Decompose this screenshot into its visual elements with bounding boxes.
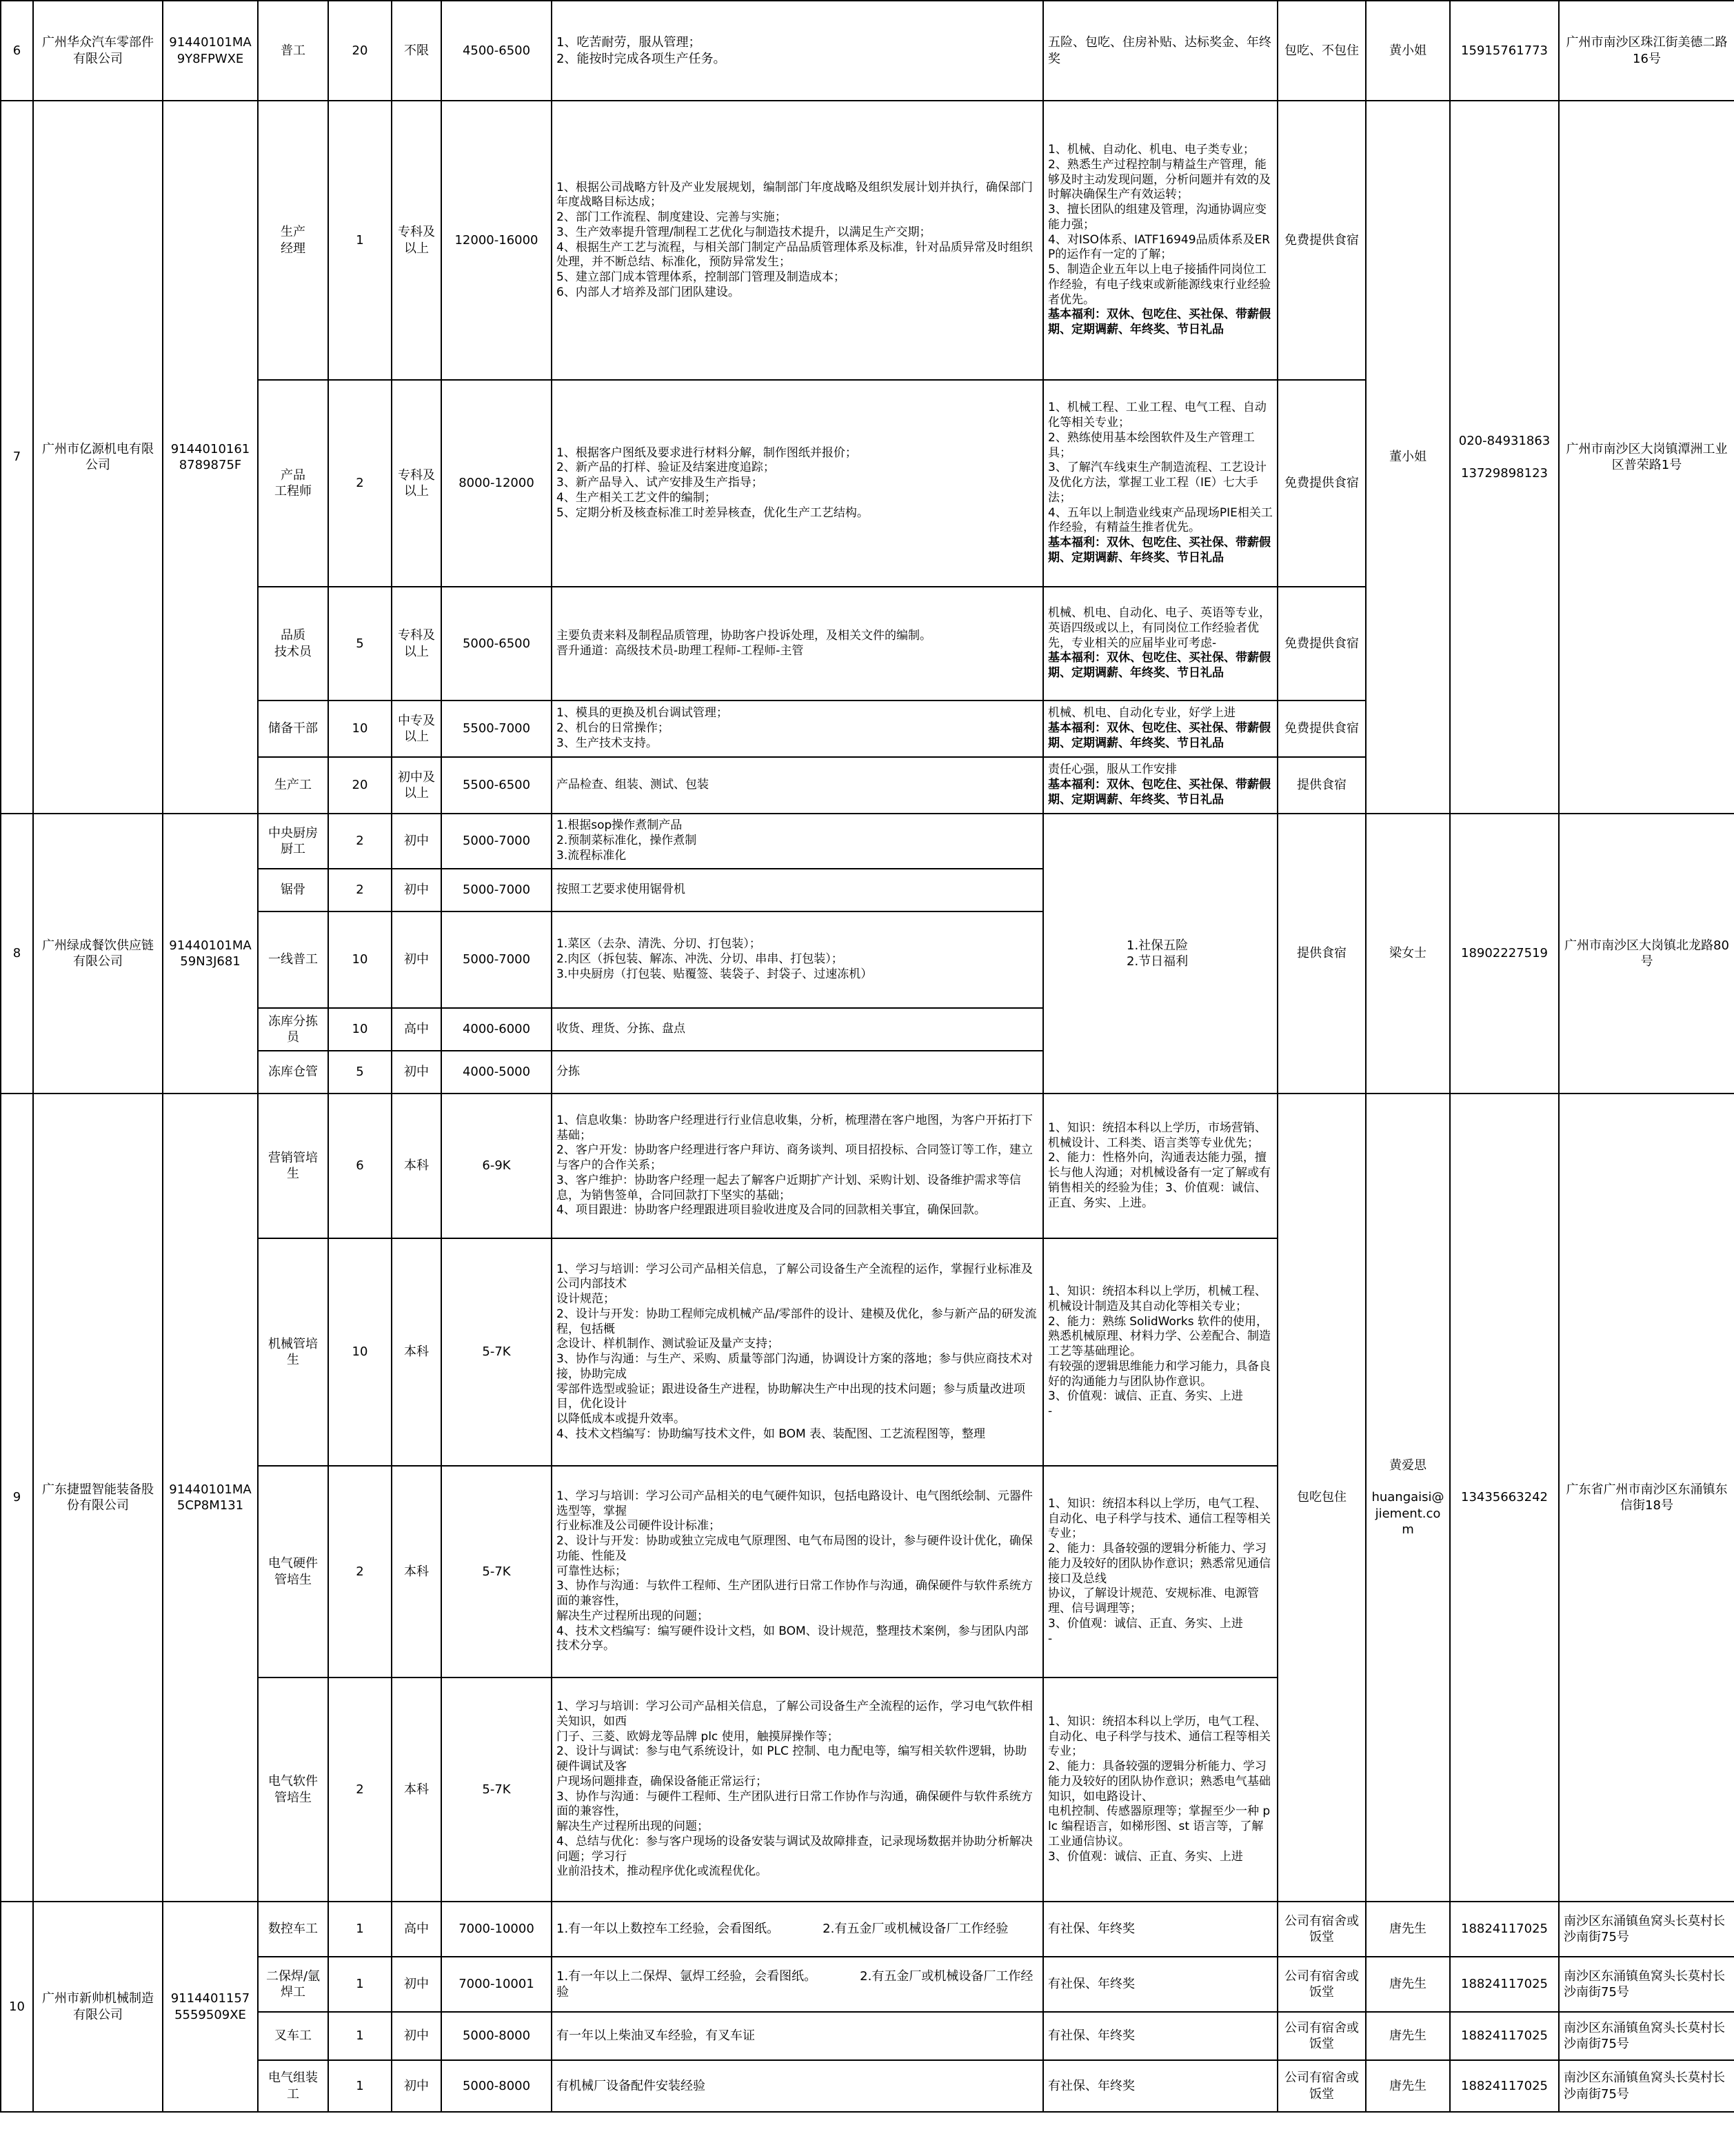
accommodation: 公司有宿舍或饭堂 xyxy=(1278,2012,1366,2060)
row-number: 6 xyxy=(1,1,33,101)
education: 初中 xyxy=(392,911,441,1008)
job-duties: 收货、理货、分拣、盘点 xyxy=(552,1008,1043,1051)
education: 初中 xyxy=(392,869,441,911)
salary: 4500-6500 xyxy=(441,1,552,101)
job-title: 普工 xyxy=(258,1,328,101)
salary: 8000-12000 xyxy=(441,380,552,587)
accommodation: 免费提供食宿 xyxy=(1278,101,1366,380)
job-title: 产品 工程师 xyxy=(258,380,328,587)
education: 中专及以上 xyxy=(392,701,441,757)
education: 本科 xyxy=(392,1238,441,1466)
job-duties: 1、模具的更换及机台调试管理； 2、机台的日常操作； 3、生产技术支持。 xyxy=(552,701,1043,757)
contact-person: 董小姐 xyxy=(1366,101,1450,814)
headcount: 1 xyxy=(328,2060,392,2112)
education: 专科及以上 xyxy=(392,380,441,587)
job-title: 一线普工 xyxy=(258,911,328,1008)
table-row xyxy=(1,2060,1734,2112)
salary: 6-9K xyxy=(441,1094,552,1238)
table-row xyxy=(1,2012,1734,2060)
job-title: 电气组装工 xyxy=(258,2060,328,2112)
job-duties: 1.根据sop操作煮制产品 2.预制菜标准化，操作煮制 3.流程标准化 xyxy=(552,814,1043,869)
job-duties: 1、学习与培训：学习公司产品相关信息，了解公司设备生产全流程的运作，掌握行业标准及公司内部技术 设计规范； 2、设计与开发：协助工程师完成机械产品/零部件的设计、建模及优化，参与新产品的研发流程，包括概 念设计、样机制作、测试验证及量产支持； 3、协作与沟通：与生产、采购、质量等部门沟通，协调设计方案的落地；参与供应商技术对接，协助完成 零部件选型或验证；跟进设备生产进程，协助解决生产中出现的技术问题；参与质量改进项目，优化设计 以降低成本或提升效率。 4、技术文档编写：协助编写技术文件，如 BOM 表、装配图、工艺流程图等，整理 xyxy=(552,1238,1043,1466)
contact-phone: 18824117025 xyxy=(1450,1957,1559,2012)
job-requirements xyxy=(1043,101,1278,380)
table-row xyxy=(1,814,1734,869)
job-duties: 有一年以上柴油叉车经验，有叉车证 xyxy=(552,2012,1043,2060)
accommodation: 提供食宿 xyxy=(1278,814,1366,1094)
contact-person: 唐先生 xyxy=(1366,2060,1450,2112)
accommodation: 免费提供食宿 xyxy=(1278,380,1366,587)
contact-phone: 15915761773 xyxy=(1450,1,1559,101)
job-duties: 1、学习与培训：学习公司产品相关信息，了解公司设备生产全流程的运作，学习电气软件相关知识，如西 门子、三菱、欧姆龙等品牌 plc 使用，触摸屏操作等； 2、设计与调试：参与电气系统设计，如 PLC 控制、电力配电等，编写相关软件逻辑，协助硬件调试及客 户现场问题排查，确保设备能正常运行； 3、协作与沟通：与硬件工程师、生产团队进行日常工作协作与沟通，确保硬件与软件系统方面的兼容性， 解决生产过程所出现的问题； 4、总结与优化：参与客户现场的设备安装与调试及故障排查，记录现场数据并协助分析解决问题；学习行 业前沿技术，推动程序优化或流程优化。 xyxy=(552,1678,1043,1902)
job-requirements xyxy=(1043,757,1278,814)
headcount: 2 xyxy=(328,814,392,869)
job-title: 数控车工 xyxy=(258,1902,328,1957)
job-title: 叉车工 xyxy=(258,2012,328,2060)
job-title: 生产 经理 xyxy=(258,101,328,380)
company-address: 南沙区东涌镇鱼窝头长莫村长沙南街75号 xyxy=(1559,2012,1734,2060)
requirements-text: 1、机械工程、工业工程、电气工程、自动化等相关专业； 2、熟练使用基本绘图软件及生产管理工具； 3、了解汽车线束生产制造流程、工艺设计及优化方法，掌握工业工程（IE）七大手法； 4、五年以上制造业线束产品现场PIE相关工作经验，有精益生推者优先。 xyxy=(1048,401,1273,535)
job-title: 电气软件管培生 xyxy=(258,1678,328,1902)
headcount: 6 xyxy=(328,1094,392,1238)
salary: 4000-6000 xyxy=(441,1008,552,1051)
job-duties: 产品检查、组装、测试、包装 xyxy=(552,757,1043,814)
table-row xyxy=(1,1094,1734,1238)
job-requirements: 1、知识：统招本科以上学历，机械工程、机械设计制造及其自动化等相关专业； 2、能力：熟练 SolidWorks 软件的使用，熟悉机械原理、材料力学、公差配合、制造工艺等基础理论。 有较强的逻辑思维能力和学习能力，具备良好的沟通能力与团队协作意识。 3、价值观：诚信、正直、务实、上进 - xyxy=(1043,1238,1278,1466)
job-title: 锯骨 xyxy=(258,869,328,911)
salary: 4000-5000 xyxy=(441,1051,552,1094)
headcount: 10 xyxy=(328,701,392,757)
headcount: 1 xyxy=(328,1902,392,1957)
salary: 5000-8000 xyxy=(441,2060,552,2112)
job-title: 中央厨房厨工 xyxy=(258,814,328,869)
job-duties: 1、信息收集：协助客户经理进行行业信息收集，分析，梳理潜在客户地图，为客户开拓打下基础； 2、客户开发：协助客户经理进行客户拜访、商务谈判、项目招投标、合同签订等工作，建立与客户的合作关系； 3、客户维护：协助客户经理一起去了解客户近期扩产计划、采购计划、设备维护需求等信息，为销售签单，合同回款打下坚实的基础； 4、项目跟进：协助客户经理跟进项目验收进度及合同的回款相关事宜，确保回款。 xyxy=(552,1094,1043,1238)
headcount: 2 xyxy=(328,1678,392,1902)
headcount: 10 xyxy=(328,1238,392,1466)
salary: 7000-10000 xyxy=(441,1902,552,1957)
job-requirements xyxy=(1043,380,1278,587)
salary: 5000-6500 xyxy=(441,587,552,701)
contact-phone: 18824117025 xyxy=(1450,2012,1559,2060)
contact-phone: 020-84931863 13729898123 xyxy=(1450,101,1559,814)
job-duties: 分拣 xyxy=(552,1051,1043,1094)
company-address: 广州市南沙区大岗镇北龙路80号 xyxy=(1559,814,1734,1094)
credit-code: 91440101MA5CP8M131 xyxy=(163,1094,258,1902)
job-duties: 有机械厂设备配件安装经验 xyxy=(552,2060,1043,2112)
company-name: 广东捷盟智能装备股份有限公司 xyxy=(33,1094,163,1902)
contact-phone: 18824117025 xyxy=(1450,1902,1559,1957)
company-address: 广州市南沙区大岗镇潭洲工业区普荣路1号 xyxy=(1559,101,1734,814)
headcount: 1 xyxy=(328,1957,392,2012)
table-row xyxy=(1,1957,1734,2012)
job-requirements: 1、知识：统招本科以上学历，电气工程、自动化、电子科学与技术、通信工程等相关专业； 2、能力：具备较强的逻辑分析能力、学习能力及较好的团队协作意识；熟悉常见通信接口及总线 协议，了解设计规范、安规标准、电源管理、信号调理等； 3、价值观：诚信、正直、务实、上进 - xyxy=(1043,1466,1278,1678)
accommodation: 提供食宿 xyxy=(1278,757,1366,814)
job-duties: 1、根据客户图纸及要求进行材料分解，制作图纸并报价； 2、新产品的打样、验证及结案进度追踪； 3、新产品导入、试产安排及生产指导； 4、生产相关工艺文件的编制； 5、定期分析及核查标准工时差异核查，优化生产工艺结构。 xyxy=(552,380,1043,587)
job-duties: 1、根据公司战略方针及产业发展规划，编制部门年度战略及组织发展计划并执行，确保部门年度战略目标达成； 2、部门工作流程、制度建设、完善与实施； 3、生产效率提升管理/制程工艺优化与制造技术提升，以满足生产交期； 4、根据生产工艺与流程，与相关部门制定产品品质管理体系及标准，针对品质异常及时组织处理，并不断总结、标准化，预防异常发生； 5、建立部门成本管理体系，控制部门管理及制造成本； 6、内部人才培养及部门团队建设。 xyxy=(552,101,1043,380)
job-duties: 1.菜区（去杂、清洗、分切、打包装）； 2.肉区（拆包装、解冻、冲洗、分切、串串、打包装）； 3.中央厨房（打包装、贴覆签、装袋子、封袋子、过速冻机） xyxy=(552,911,1043,1008)
headcount: 2 xyxy=(328,380,392,587)
table-row xyxy=(1,1902,1734,1957)
job-title: 冻库分拣员 xyxy=(258,1008,328,1051)
credit-code: 91440101618789875F xyxy=(163,101,258,814)
salary: 5-7K xyxy=(441,1466,552,1678)
salary: 5-7K xyxy=(441,1238,552,1466)
headcount: 1 xyxy=(328,101,392,380)
education: 高中 xyxy=(392,1902,441,1957)
row-number: 10 xyxy=(1,1902,33,2112)
headcount: 2 xyxy=(328,869,392,911)
headcount: 10 xyxy=(328,1008,392,1051)
headcount: 20 xyxy=(328,757,392,814)
education: 专科及以上 xyxy=(392,101,441,380)
headcount: 5 xyxy=(328,1051,392,1094)
job-duties: 按照工艺要求使用锯骨机 xyxy=(552,869,1043,911)
salary: 7000-10001 xyxy=(441,1957,552,2012)
job-requirements: 1、知识：统招本科以上学历，电气工程、自动化、电子科学与技术、通信工程等相关专业； 2、能力：具备较强的逻辑分析能力、学习能力及较好的团队协作意识；熟悉电气基础知识，如电路设计、 电机控制、传感器原理等；掌握至少一种 plc 编程语言，如梯形图、st 语言等，了解工业通信协议。 3、价值观：诚信、正直、务实、上进 xyxy=(1043,1678,1278,1902)
education: 高中 xyxy=(392,1008,441,1051)
job-requirements: 有社保、年终奖 xyxy=(1043,2060,1278,2112)
accommodation: 公司有宿舍或饭堂 xyxy=(1278,1902,1366,1957)
benefits-text: 基本福利：双休、包吃住、买社保、带薪假期、定期调薪、年终奖、节日礼品 xyxy=(1048,651,1271,681)
education: 初中 xyxy=(392,814,441,869)
company-address: 广州市南沙区珠江街美德二路16号 xyxy=(1559,1,1734,101)
headcount: 10 xyxy=(328,911,392,1008)
salary: 5000-7000 xyxy=(441,814,552,869)
accommodation: 公司有宿舍或饭堂 xyxy=(1278,1957,1366,2012)
benefits-text: 基本福利：双休、包吃住、买社保、带薪假期、定期调薪、年终奖、节日礼品 xyxy=(1048,536,1271,565)
salary: 5500-6500 xyxy=(441,757,552,814)
contact-person: 唐先生 xyxy=(1366,1902,1450,1957)
contact-phone: 18902227519 xyxy=(1450,814,1559,1094)
accommodation: 公司有宿舍或饭堂 xyxy=(1278,2060,1366,2112)
job-requirements: 有社保、年终奖 xyxy=(1043,1957,1278,2012)
headcount: 5 xyxy=(328,587,392,701)
education: 初中 xyxy=(392,1051,441,1094)
company-name: 广州市新帅机械制造有限公司 xyxy=(33,1902,163,2112)
job-title: 储备干部 xyxy=(258,701,328,757)
accommodation: 免费提供食宿 xyxy=(1278,587,1366,701)
job-duties: 1.有一年以上二保焊、氩焊工经验，会看图纸。 2.有五金厂或机械设备厂工作经验 xyxy=(552,1957,1043,2012)
table-row xyxy=(1,101,1734,380)
table-row xyxy=(1,1,1734,101)
company-name: 广州市亿源机电有限公司 xyxy=(33,101,163,814)
company-address: 南沙区东涌镇鱼窝头长莫村长沙南街75号 xyxy=(1559,1902,1734,1957)
salary: 5-7K xyxy=(441,1678,552,1902)
contact-person: 梁女士 xyxy=(1366,814,1450,1094)
company-name: 广州华众汽车零部件有限公司 xyxy=(33,1,163,101)
benefits-text: 基本福利：双休、包吃住、买社保、带薪假期、定期调薪、年终奖、节日礼品 xyxy=(1048,778,1271,807)
company-address: 南沙区东涌镇鱼窝头长莫村长沙南街75号 xyxy=(1559,1957,1734,2012)
job-title: 机械管培生 xyxy=(258,1238,328,1466)
row-number: 8 xyxy=(1,814,33,1094)
requirements-text: 责任心强，服从工作安排 xyxy=(1048,763,1177,777)
salary: 12000-16000 xyxy=(441,101,552,380)
job-title: 品质 技术员 xyxy=(258,587,328,701)
company-name: 广州绿成餐饮供应链有限公司 xyxy=(33,814,163,1094)
job-duties: 1.有一年以上数控车工经验，会看图纸。 2.有五金厂或机械设备厂工作经验 xyxy=(552,1902,1043,1957)
company-address: 南沙区东涌镇鱼窝头长莫村长沙南街75号 xyxy=(1559,2060,1734,2112)
education: 初中及以上 xyxy=(392,757,441,814)
job-requirements xyxy=(1043,701,1278,757)
requirements-text: 机械、机电、自动化、电子、英语等专业，英语四级或以上，有同岗位工作经验者优先，专业相关的应届毕业可考虑- xyxy=(1048,606,1271,650)
education: 本科 xyxy=(392,1678,441,1902)
headcount: 1 xyxy=(328,2012,392,2060)
row-number: 9 xyxy=(1,1094,33,1902)
job-requirements: 有社保、年终奖 xyxy=(1043,2012,1278,2060)
education: 不限 xyxy=(392,1,441,101)
job-duties: 主要负责来料及制程品质管理，协助客户投诉处理，及相关文件的编制。 晋升通道：高级技术员-助理工程师-工程师-主管 xyxy=(552,587,1043,701)
job-requirements: 有社保、年终奖 xyxy=(1043,1902,1278,1957)
education: 初中 xyxy=(392,2060,441,2112)
credit-code: 91440101MA59N3J681 xyxy=(163,814,258,1094)
credit-code: 91440101MA9Y8FPWXE xyxy=(163,1,258,101)
accommodation: 包吃包住 xyxy=(1278,1094,1366,1902)
job-duties: 1、学习与培训：学习公司产品相关的电气硬件知识，包括电路设计、电气图纸绘制、元器件选型等，掌握 行业标准及公司硬件设计标准； 2、设计与开发：协助或独立完成电气原理图、电气布局图的设计，参与硬件设计优化，确保功能、性能及 可靠性达标； 3、协作与沟通：与软件工程师、生产团队进行日常工作协作与沟通，确保硬件与软件系统方面的兼容性， 解决生产过程所出现的问题； 4、技术文档编写：编写硬件设计文档，如 BOM、设计规范，整理技术案例，参与团队内部技术分享。 xyxy=(552,1466,1043,1678)
contact-person: 黄爱思 huangaisi@jiement.com xyxy=(1366,1094,1450,1902)
contact-person: 黄小姐 xyxy=(1366,1,1450,101)
job-title: 冻库仓管 xyxy=(258,1051,328,1094)
requirements-text: 1、机械、自动化、机电、电子类专业； 2、熟悉生产过程控制与精益生产管理，能够及时主动发现问题，分析问题并有效的及时解决确保生产有效运转； 3、擅长团队的组建及管理，沟通协调应变能力强； 4、对ISO体系、IATF16949品质体系及ERP的运作有一定的了解； 5、制造企业五年以上电子接插件同岗位工作经验，有电子线束或新能源线束行业经验者优先。 xyxy=(1048,143,1271,307)
job-requirements: 1.社保五险 2.节日福利 xyxy=(1043,814,1278,1094)
headcount: 2 xyxy=(328,1466,392,1678)
education: 专科及以上 xyxy=(392,587,441,701)
job-requirements: 1、知识：统招本科以上学历，市场营销、机械设计、工科类、语言类等专业优先； 2、能力：性格外向，沟通表达能力强，擅长与他人沟通；对机械设备有一定了解或有销售相关的经验为佳；3、价值观：诚信、正直、务实、上进。 xyxy=(1043,1094,1278,1238)
contact-phone: 18824117025 xyxy=(1450,2060,1559,2112)
benefits-text: 基本福利：双休、包吃住、买社保、带薪假期、定期调薪、年终奖、节日礼品 xyxy=(1048,308,1271,337)
education: 本科 xyxy=(392,1466,441,1678)
education: 初中 xyxy=(392,2012,441,2060)
requirements-text: 机械、机电、自动化专业，好学上进 xyxy=(1048,706,1236,721)
contact-phone: 13435663242 xyxy=(1450,1094,1559,1902)
salary: 5000-7000 xyxy=(441,869,552,911)
credit-code: 91144011575559509XE xyxy=(163,1902,258,2112)
salary: 5500-7000 xyxy=(441,701,552,757)
job-title: 二保焊/氩焊工 xyxy=(258,1957,328,2012)
education: 初中 xyxy=(392,1957,441,2012)
job-duties: 1、吃苦耐劳，服从管理； 2、能按时完成各项生产任务。 xyxy=(552,1,1043,101)
contact-person: 唐先生 xyxy=(1366,1957,1450,2012)
headcount: 20 xyxy=(328,1,392,101)
contact-person: 唐先生 xyxy=(1366,2012,1450,2060)
job-requirements xyxy=(1043,587,1278,701)
education: 本科 xyxy=(392,1094,441,1238)
benefits-text: 基本福利：双休、包吃住、买社保、带薪假期、定期调薪、年终奖、节日礼品 xyxy=(1048,721,1271,750)
accommodation: 免费提供食宿 xyxy=(1278,701,1366,757)
row-number: 7 xyxy=(1,101,33,814)
accommodation: 包吃、不包住 xyxy=(1278,1,1366,101)
salary: 5000-7000 xyxy=(441,911,552,1008)
job-title: 生产工 xyxy=(258,757,328,814)
job-requirements: 五险、包吃、住房补贴、达标奖金、年终奖 xyxy=(1043,1,1278,101)
salary: 5000-8000 xyxy=(441,2012,552,2060)
company-address: 广东省广州市南沙区东涌镇东信街18号 xyxy=(1559,1094,1734,1902)
job-title: 电气硬件管培生 xyxy=(258,1466,328,1678)
job-title: 营销管培生 xyxy=(258,1094,328,1238)
